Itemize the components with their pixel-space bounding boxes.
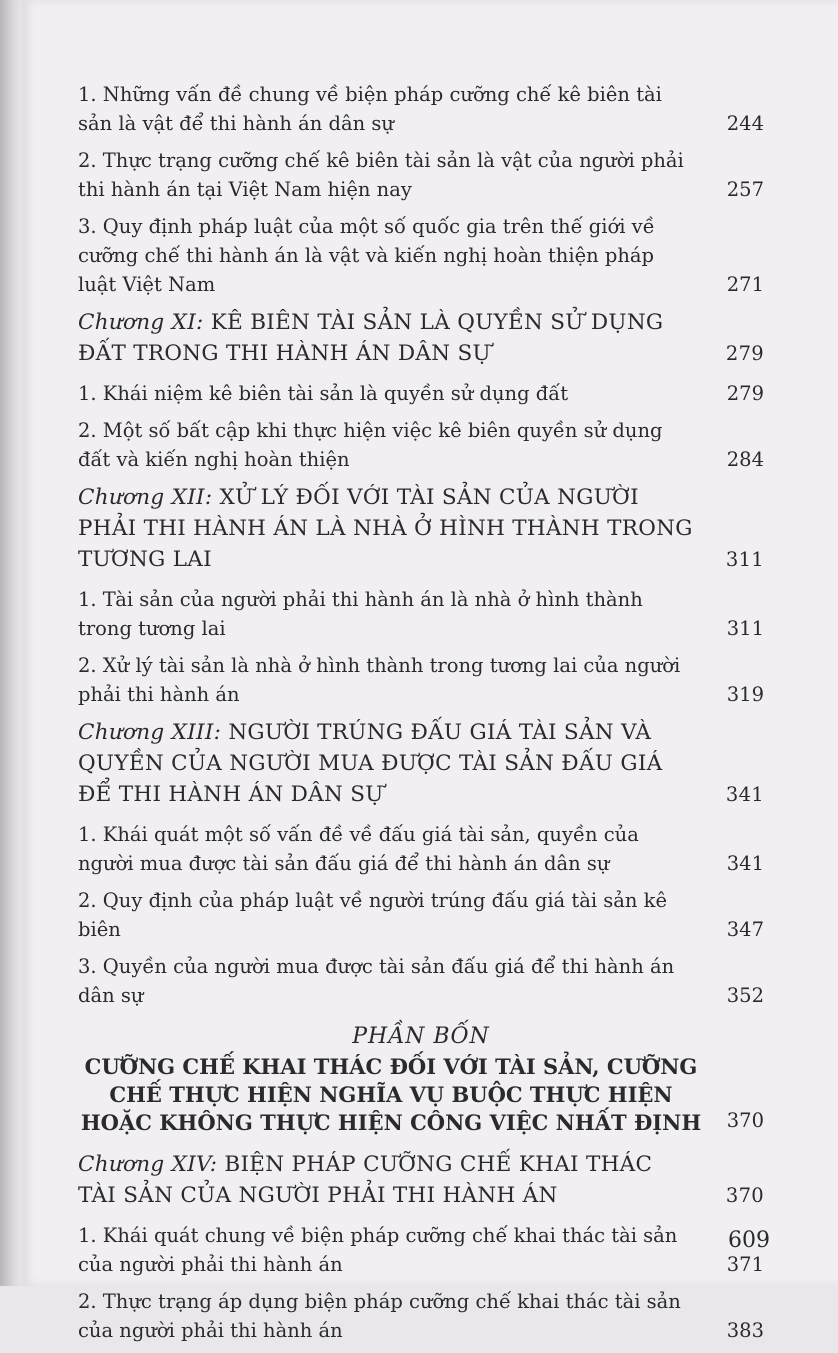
toc-entry-text: 2. Quy định của pháp luật về người trúng đấu giá tài sản kê biên (78, 889, 668, 941)
toc-entry (78, 1287, 764, 1345)
toc-entry-text: 3. Quyền của người mua được tài sản đấu giá để thi hành án dân sự (78, 955, 675, 1007)
toc-chapter (78, 307, 764, 369)
toc-entry-text: 2. Xử lý tài sản là nhà ở hình thành trong tương lai của người phải thi hành án (78, 654, 681, 706)
toc-entry (78, 146, 764, 204)
book-page (22, 0, 838, 1342)
chapter-title: XỬ LÝ ĐỐI VỚI TÀI SẢN CỦA NGƯỜI PHẢI THI HÀNH ÁN LÀ NHÀ Ở HÌNH THÀNH TRONG TƯƠNG LAI (78, 485, 693, 572)
chapter-title: BIỆN PHÁP CƯỠNG CHẾ KHAI THÁC TÀI SẢN CỦA NGƯỜI PHẢI THI HÀNH ÁN (78, 1152, 653, 1208)
part-title: PHẦN BỐN (352, 1024, 490, 1049)
part-heading (78, 1053, 764, 1137)
toc-page-number: 311 (726, 617, 764, 640)
toc-chapter-text (78, 482, 764, 575)
book-spine-shadow (0, 0, 24, 1286)
toc-page-number: 341 (726, 852, 764, 875)
toc-entry-text: 1. Tài sản của người phải thi hành án là nhà ở hình thành trong tương lai (78, 588, 643, 640)
toc-page-number: 279 (725, 342, 764, 365)
toc-page-number: 383 (726, 1319, 764, 1342)
toc-chapter (78, 1149, 764, 1211)
toc-entry-text: 1. Khái quát chung về biện pháp cưỡng chế khai thác tài sản của người phải thi hành án (78, 1224, 678, 1276)
page-folio-number: 609 (728, 1228, 770, 1253)
toc-chapter (78, 482, 764, 575)
toc-page-number: 371 (726, 1253, 764, 1276)
toc-entry (78, 820, 764, 878)
toc-entry (78, 1221, 764, 1279)
toc-chapter (78, 717, 764, 810)
toc-page-number: 352 (726, 984, 764, 1007)
toc-entry-text: 1. Khái niệm kê biên tài sản là quyền sử dụng đất (78, 382, 569, 405)
toc-entry-text: 1. Những vấn đề chung về biện pháp cưỡng chế kê biên tài sản là vật để thi hành án dân sự (78, 83, 662, 135)
toc-page-number: 319 (726, 683, 764, 706)
toc-page-number: 347 (726, 918, 764, 941)
table-of-contents (78, 80, 764, 1353)
toc-entry (78, 80, 764, 138)
toc-page-number: 370 (726, 1109, 764, 1132)
chapter-label: Chương XII: (78, 485, 213, 510)
toc-page-number: 341 (725, 783, 764, 806)
toc-entry (78, 886, 764, 944)
toc-entry (78, 585, 764, 643)
toc-entry-text: 2. Thực trạng cưỡng chế kê biên tài sản là vật của người phải thi hành án tại Việt Nam hiện nay (78, 149, 684, 201)
toc-entry (78, 952, 764, 1010)
toc-entry-text: 2. Một số bất cập khi thực hiện việc kê biên quyền sử dụng đất và kiến nghị hoàn thiện (78, 419, 663, 471)
chapter-label: Chương XIV: (78, 1152, 218, 1177)
toc-page-number: 284 (726, 448, 764, 471)
toc-chapter-text (78, 717, 764, 810)
toc-entry-text: 1. Khái quát một số vấn đề về đấu giá tài sản, quyền của người mua được tài sản đấu giá để thi hành án dân sự (78, 823, 639, 875)
toc-entry (78, 416, 764, 474)
part-heading-text: CƯỠNG CHẾ KHAI THÁC ĐỐI VỚI TÀI SẢN, CƯỠNG CHẾ THỰC HIỆN NGHĨA VỤ BUỘC THỰC HIỆN HOẶC KHÔNG THỰC HIỆN CÔNG VIỆC NHẤT ĐỊNH (80, 1054, 702, 1135)
toc-page-number: 370 (725, 1184, 764, 1207)
toc-entry (78, 212, 764, 299)
toc-page-number: 279 (726, 382, 764, 405)
toc-entry-text: 3. Quy định pháp luật của một số quốc gia trên thế giới về cưỡng chế thi hành án là vật và kiến nghị hoàn thiện pháp luật Việt Nam (78, 215, 655, 296)
toc-chapter-text (78, 1149, 764, 1211)
toc-entry-text: 2. Thực trạng áp dụng biện pháp cưỡng chế khai thác tài sản của người phải thi hành án (78, 1290, 681, 1342)
toc-page-number: 311 (725, 548, 764, 571)
toc-entry (78, 651, 764, 709)
toc-page-number: 257 (726, 178, 764, 201)
toc-entry (78, 379, 764, 408)
toc-chapter-text (78, 307, 764, 369)
chapter-label: Chương XIII: (78, 720, 222, 745)
chapter-label: Chương XI: (78, 310, 204, 335)
toc-page-number: 244 (726, 112, 764, 135)
chapter-title: NGƯỜI TRÚNG ĐẤU GIÁ TÀI SẢN VÀ QUYỀN CỦA NGƯỜI MUA ĐƯỢC TÀI SẢN ĐẤU GIÁ ĐỂ THI HÀNH ÁN DÂN SỰ (78, 720, 663, 807)
chapter-title: KÊ BIÊN TÀI SẢN LÀ QUYỀN SỬ DỤNG ĐẤT TRONG THI HÀNH ÁN DÂN SỰ (78, 310, 664, 366)
toc-page-number: 271 (726, 273, 764, 296)
